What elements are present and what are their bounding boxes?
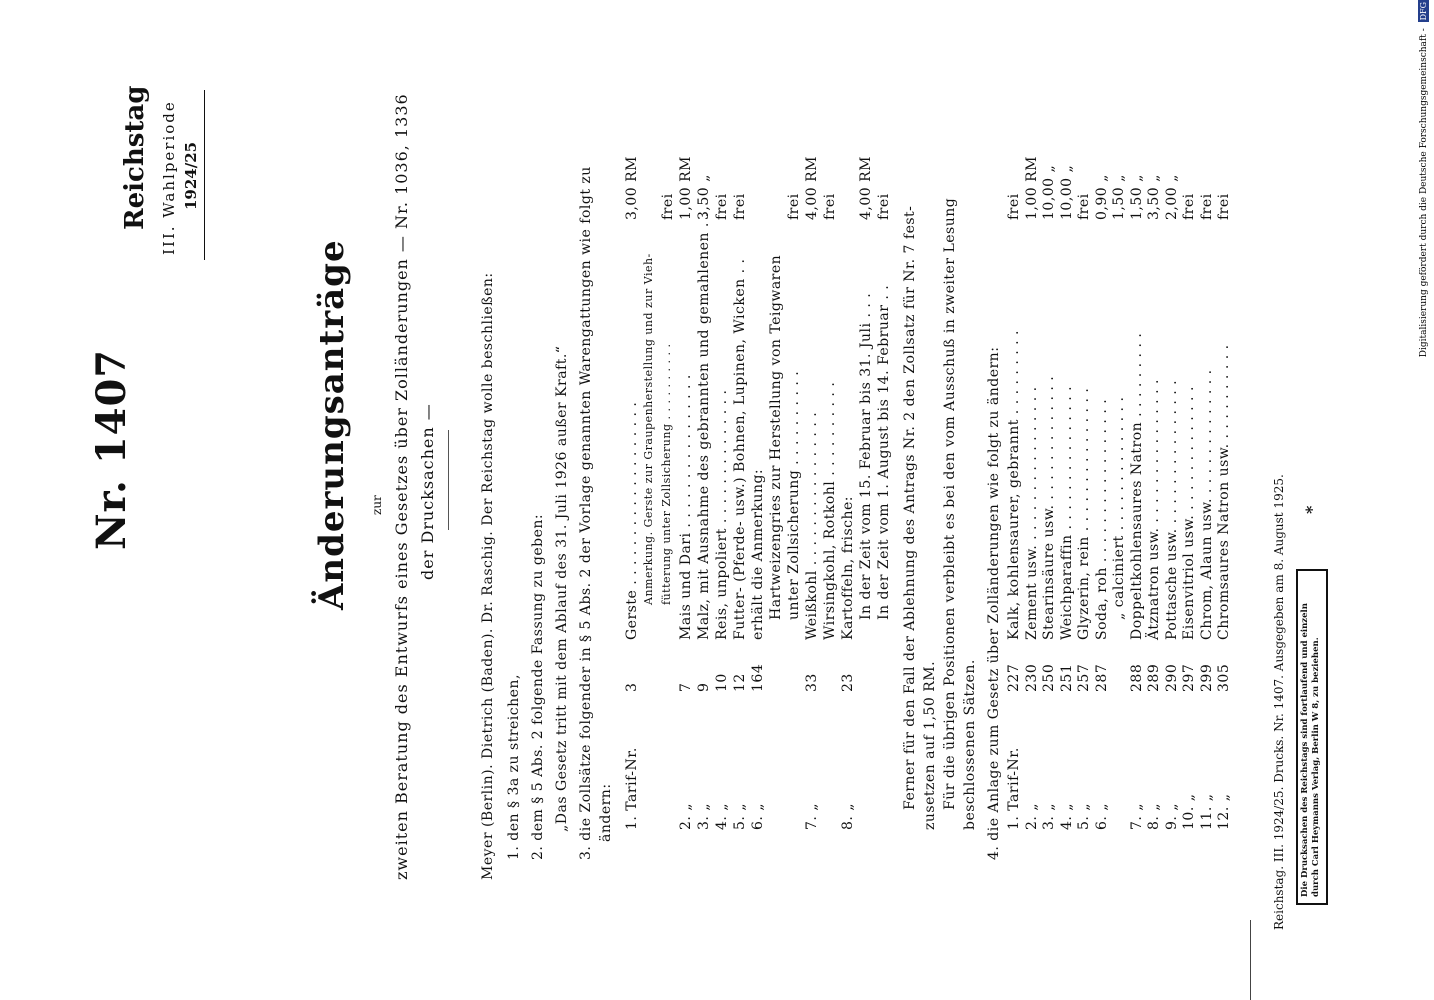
table4-row-11-value: frei: [1181, 193, 1197, 220]
table4-row-13-value: frei: [1216, 193, 1232, 220]
table4-row-4-value: 10,00 „: [1058, 164, 1075, 220]
document-number: Nr. 1407: [88, 348, 135, 550]
table4-row-2-number: 2. „: [1023, 802, 1040, 830]
table3-row-15-text: In der Zeit vom 1. August bis 14. Februar . .: [876, 284, 892, 620]
table3-row-7-value: frei: [732, 193, 748, 220]
item-3: 3. die Zollsätze folgender in § 5 Abs. 2 der Vorlage genannten Warengattungen wie folgt zu: [578, 166, 594, 860]
table3-row-8-text: erhält die Anmerkung:: [750, 468, 766, 640]
table4-row-12-tarif: 299: [1198, 663, 1215, 692]
table4-row-2-text: Zement usw. . . . . . . . . . . . . . . . .: [1023, 386, 1040, 640]
table3-row-4-tarif: 7: [678, 682, 694, 692]
table3-row-1-value: 3,00 RM: [624, 156, 640, 220]
table4-row-8-tarif: 288: [1128, 663, 1145, 692]
table3-row-7-text: Futter- (Pferde- usw.) Bohnen, Lupinen, Wicken . .: [732, 258, 748, 640]
subtitle-line-1: zweiten Beratung des Entwurfs eines Gesetzes über Zolländerungen — Nr. 1036, 1336: [392, 93, 411, 880]
table4-row-3-tarif: 250: [1041, 663, 1057, 692]
table4-row-3-value: 10,00 „: [1041, 164, 1057, 220]
table4-row-11-number: 10. „: [1181, 793, 1197, 830]
table4-row-6-text: Soda, roh . . . . . . . . . . . . . . . . .: [1093, 398, 1110, 640]
table4-row-7-value: 1,50 „: [1111, 174, 1127, 220]
table3-row-10-text: unter Zollsicherung . . . . . . . . . .: [786, 370, 802, 620]
table3-row-3-text: fütterung unter Zollsicherung . . . . . . . . . .: [660, 343, 673, 605]
title-zur: zur: [370, 495, 384, 515]
table3-row-1-number: 1. Tarif-Nr.: [624, 747, 640, 830]
ferner-line-4: beschlossenen Sätzen.: [962, 659, 978, 830]
table3-row-13-number: 8. „: [840, 802, 856, 830]
table4-row-13-text: Chromsaures Natron usw. . . . . . . . . . .: [1216, 344, 1232, 640]
header-rule: [204, 90, 205, 260]
table3-row-7-number: 5. „: [732, 802, 748, 830]
ferner-line-2: zusetzen auf 1,50 RM.: [922, 660, 938, 830]
years-label: 1924/25: [182, 141, 200, 210]
table4-row-9-number: 8. „: [1146, 802, 1162, 830]
table4-row-10-tarif: 290: [1163, 663, 1180, 692]
table3-row-6-value: frei: [714, 193, 730, 220]
table4-row-2-value: 1,00 RM: [1023, 156, 1040, 220]
table4-row-9-value: 3,50 „: [1146, 174, 1162, 220]
document-title: Änderungsanträge: [312, 239, 352, 610]
table4-row-5-value: frei: [1076, 193, 1092, 220]
table4-row-10-number: 9. „: [1163, 802, 1180, 830]
table4-row-8-number: 7. „: [1128, 802, 1145, 830]
table4-row-8-value: 1,50 „: [1128, 174, 1145, 220]
table3-row-12-value: frei: [822, 193, 838, 220]
table3-row-6-text: Reis, unpoliert . . . . . . . . . . . . . .: [714, 389, 730, 640]
table3-row-6-number: 4. „: [714, 802, 730, 830]
table3-row-11-tarif: 33: [804, 673, 820, 692]
footer-box: Die Drucksachen des Reichstags sind fortlaufend und einzeln durch Carl Heymanns Verlag, Berlin W 8, zu beziehen.: [1296, 569, 1328, 905]
dfg-credit: [1418, 0, 1429, 1000]
table4-row-5-text: Glyzerin, rein . . . . . . . . . . . . . . .: [1076, 387, 1092, 640]
dfg-credit-text: Digitalisierung gefördert durch die Deutsche Forschungsgemeinschaft -: [1419, 28, 1429, 358]
table3-row-4-text: Mais und Dari . . . . . . . . . . . . . . . .: [678, 374, 694, 640]
table4-row-4-text: Weichparaffin . . . . . . . . . . . . . . .: [1058, 385, 1075, 640]
footer-star: *: [1302, 505, 1321, 514]
table3-row-1-tarif: 3: [624, 682, 640, 692]
table4-row-1-value: frei: [1006, 193, 1022, 220]
table4-row-8-text: Doppeltkohlensaures Natron . . . . . . . . .: [1128, 332, 1145, 640]
subtitle-line-2: der Drucksachen —: [418, 403, 437, 580]
table3-row-13-tarif: 23: [840, 673, 856, 692]
table3-row-15-value: frei: [876, 193, 892, 220]
table3-row-11-text: Weißkohl . . . . . . . . . . . . . . . .: [804, 411, 820, 640]
table4-row-6-tarif: 287: [1093, 663, 1110, 692]
table3-row-2-text: Anmerkung. Gerste zur Graupenherstellung und zur Vieh-: [642, 253, 655, 605]
table4-row-1-text: Kalk, kohlensaurer, gebrannt . . . . . . . . .: [1006, 330, 1022, 640]
table4-row-9-text: Ätznatron usw. . . . . . . . . . . . . . . .: [1146, 379, 1162, 640]
title-rule: [448, 430, 449, 530]
table3-row-5-text: Malz, mit Ausnahme des gebrannten und gemahlenen . .: [696, 212, 712, 640]
table3-row-7-tarif: 12: [732, 673, 748, 692]
table4-row-11-tarif: 297: [1181, 663, 1197, 692]
table3-row-10-value: frei: [786, 193, 802, 220]
table4-row-1-number: 1. Tarif-Nr.: [1006, 747, 1022, 830]
table4-row-9-tarif: 289: [1146, 663, 1162, 692]
table4-row-6-number: 6. „: [1093, 802, 1110, 830]
table3-row-11-number: 7. „: [804, 802, 820, 830]
table3-row-8-tarif: 164: [750, 663, 766, 692]
dfg-logo: DFG: [1419, 2, 1428, 21]
period-label: III. Wahlperiode: [160, 100, 178, 255]
table4-row-7-text: „ calciniert . . . . . . . . . . . . . .: [1111, 396, 1127, 620]
table3-row-14-text: In der Zeit vom 15. Februar bis 31. Juli . . .: [858, 292, 874, 620]
item-3-cont: ändern:: [598, 783, 614, 842]
table4-row-4-number: 4. „: [1058, 802, 1075, 830]
table3-row-6-tarif: 10: [714, 673, 730, 692]
table4-row-12-text: Chrom, Alaun usw. . . . . . . . . . . . . .: [1198, 369, 1215, 640]
table3-row-8-number: 6. „: [750, 802, 766, 830]
table3-row-1-text: Gerste . . . . . . . . . . . . . . . . . . .: [624, 401, 640, 640]
reichstag-label: Reichstag: [120, 85, 150, 230]
item-1: 1. den § 3a zu streichen,: [506, 674, 522, 860]
table3-row-5-number: 3. „: [696, 802, 712, 830]
table3-row-5-value: 3,50 „: [696, 174, 712, 220]
table3-row-5-tarif: 9: [696, 682, 712, 692]
table4-row-6-value: 0,90 „: [1093, 174, 1110, 220]
table4-row-11-text: Eisenvitriol usw. . . . . . . . . . . . . .: [1181, 386, 1197, 640]
item-2-quote: „Das Gesetz tritt mit dem Ablauf des 31. Juli 1926 außer Kraft.“: [554, 345, 570, 832]
table4-row-10-value: 2,00 „: [1163, 174, 1180, 220]
table3-row-9-text: Hartweizengries zur Herstellung von Teigwaren: [768, 254, 784, 620]
table4-row-12-number: 11. „: [1198, 793, 1215, 830]
table3-row-13-text: Kartoffeln, frische:: [840, 496, 856, 640]
table3-row-11-value: 4,00 RM: [804, 156, 820, 220]
table3-row-3-value: frei: [660, 193, 676, 220]
table3-row-4-number: 2. „: [678, 802, 694, 830]
table4-row-3-text: Stearinsäure usw. . . . . . . . . . . . . .: [1041, 375, 1057, 640]
table3-row-4-value: 1,00 RM: [678, 156, 694, 220]
ferner-line-1: Ferner für den Fall der Ablehnung des Antrags Nr. 2 den Zollsatz für Nr. 7 fest-: [902, 205, 918, 810]
table4-row-13-tarif: 305: [1216, 663, 1232, 692]
table3-row-14-value: 4,00 RM: [858, 156, 874, 220]
item-2: 2. dem § 5 Abs. 2 folgende Fassung zu geben:: [530, 513, 546, 860]
item-4: 4. die Anlage zum Gesetz über Zolländerungen wie folgt zu ändern:: [986, 346, 1002, 860]
ferner-line-3: Für die übrigen Positionen verbleibt es bei den vom Ausschuß in zweiter Lesung: [942, 197, 958, 810]
intro-line: Meyer (Berlin). Dietrich (Baden). Dr. Raschig. Der Reichstag wolle beschließen:: [480, 272, 496, 880]
table4-row-12-value: frei: [1198, 193, 1215, 220]
table4-row-1-tarif: 227: [1006, 663, 1022, 692]
table3-row-12-text: Wirsingkohl, Rotkohl . . . . . . . . . .: [822, 381, 838, 640]
footer-margin-rule: [1250, 920, 1251, 1000]
table4-row-13-number: 12. „: [1216, 793, 1232, 830]
table4-row-10-text: Pottasche usw. . . . . . . . . . . . . . . .: [1163, 379, 1180, 640]
table4-row-5-tarif: 257: [1076, 663, 1092, 692]
table4-row-2-tarif: 230: [1023, 663, 1040, 692]
footer-line: Reichstag. III. 1924/25. Drucks. Nr. 1407. Ausgegeben am 8. August 1925.: [1272, 474, 1286, 930]
table4-row-4-tarif: 251: [1058, 663, 1075, 692]
table4-row-3-number: 3. „: [1041, 802, 1057, 830]
table4-row-5-number: 5. „: [1076, 802, 1092, 830]
